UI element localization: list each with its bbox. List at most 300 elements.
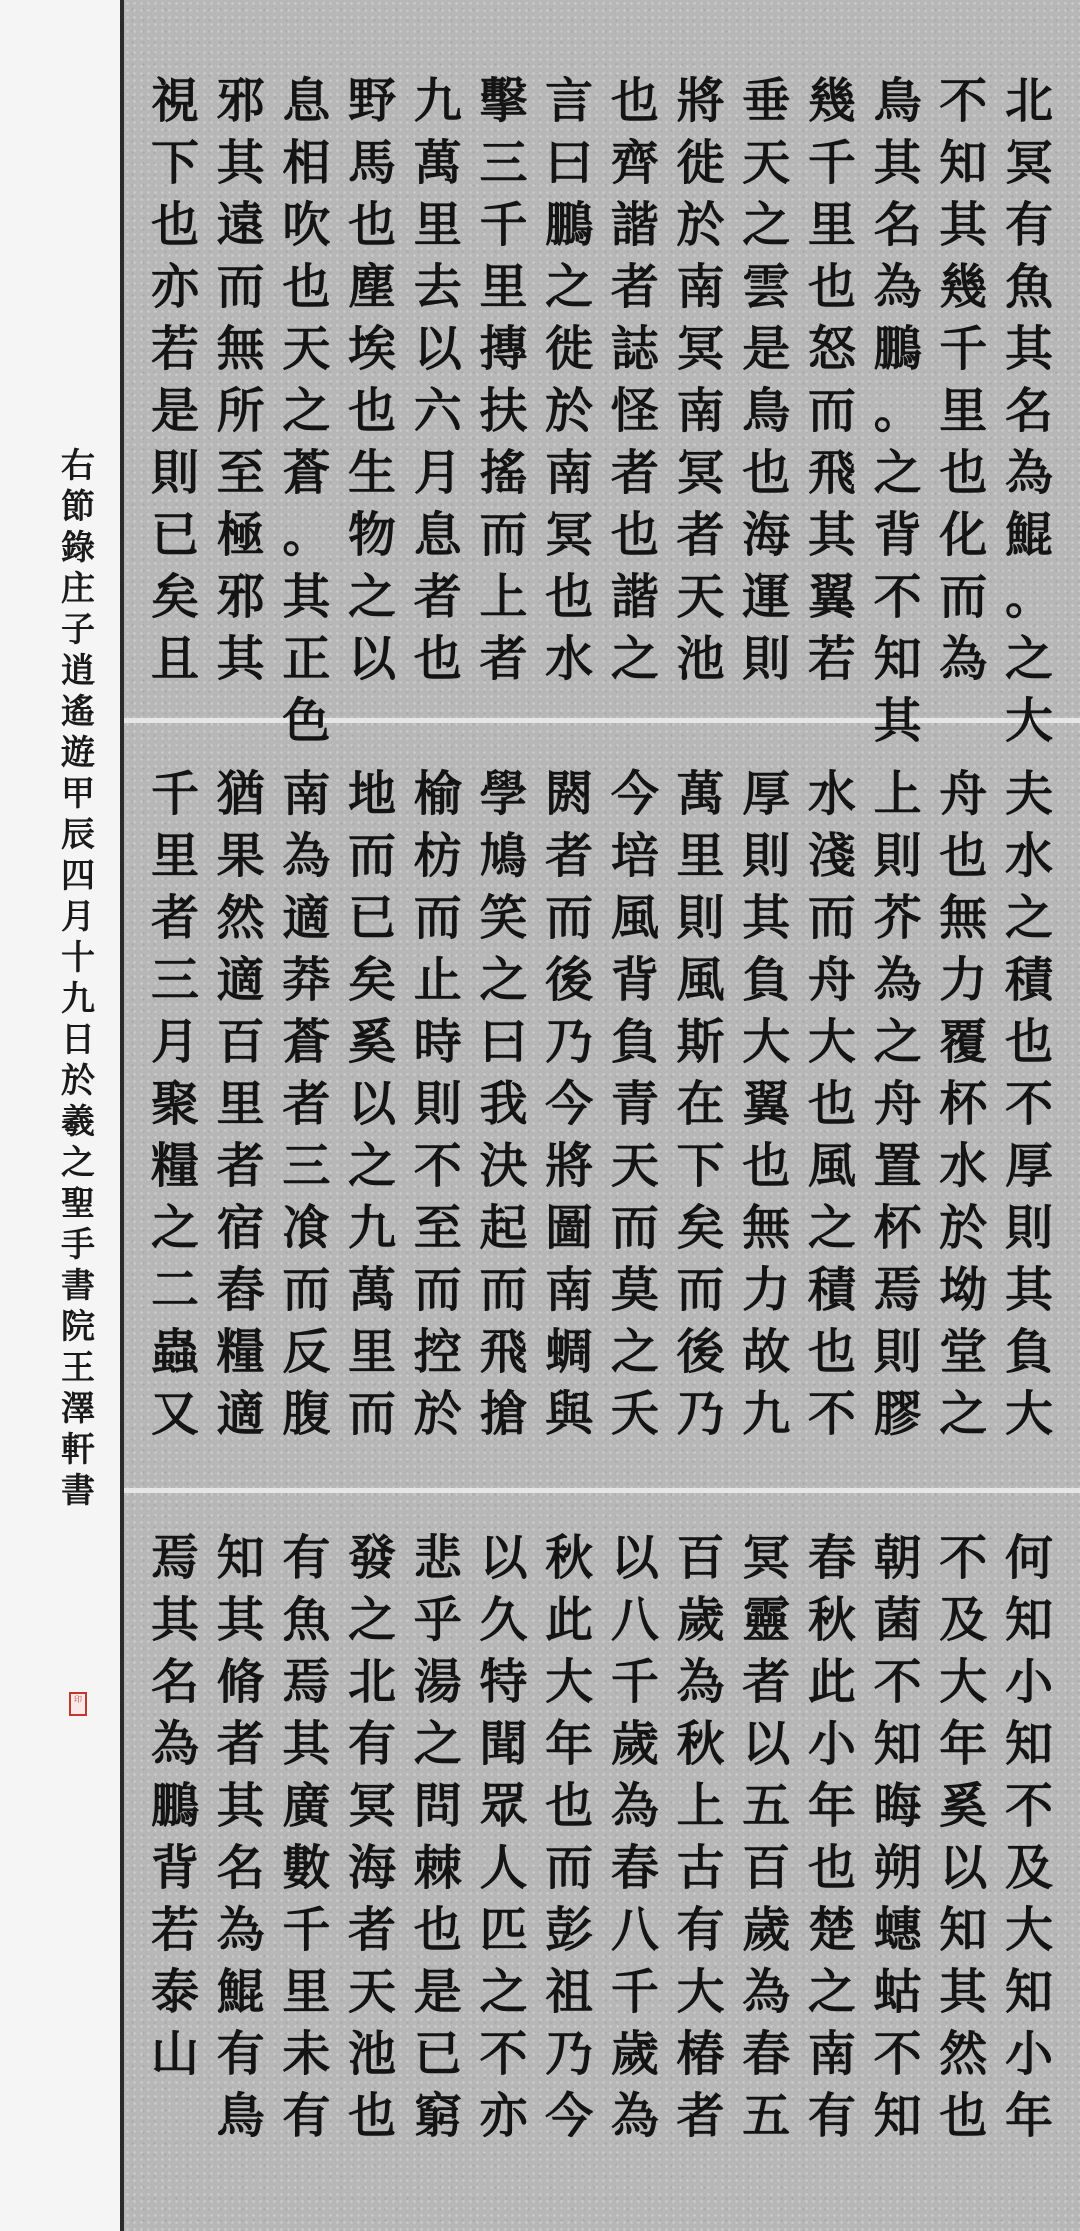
glyph: 也 (807, 1076, 856, 1132)
glyph: 之 (873, 1014, 922, 1070)
glyph: 適 (216, 952, 265, 1008)
glyph: 之 (413, 1716, 462, 1772)
glyph: 小 (807, 1716, 856, 1772)
glyph: 聚 (150, 1076, 199, 1132)
glyph: 不 (873, 2026, 922, 2082)
glyph: 我 (479, 1076, 528, 1132)
glyph: 也 (545, 569, 594, 625)
glyph: 其 (216, 631, 265, 687)
glyph: 歲 (742, 1902, 791, 1958)
red-seal-stamp: 印 (69, 1692, 87, 1716)
colophon-glyph: 九 (61, 978, 95, 1019)
glyph: 也 (939, 445, 988, 501)
glyph: 天 (676, 569, 725, 625)
glyph: 數 (282, 1840, 331, 1896)
glyph: 知 (216, 1530, 265, 1586)
glyph: 矣 (348, 952, 397, 1008)
glyph: 舟 (807, 952, 856, 1008)
glyph: 上 (873, 766, 922, 822)
glyph: 水 (545, 631, 594, 687)
glyph: 而 (282, 1262, 331, 1318)
glyph: 不 (1004, 1076, 1053, 1132)
glyph: 控 (413, 1324, 462, 1380)
glyph: 今 (545, 1076, 594, 1132)
glyph: 特 (479, 1654, 528, 1710)
glyph: 以 (348, 1076, 397, 1132)
glyph: 圖 (545, 1200, 594, 1256)
glyph: 知 (873, 631, 922, 687)
glyph: 亦 (150, 259, 199, 315)
glyph: 邪 (216, 569, 265, 625)
glyph: 翼 (742, 1076, 791, 1132)
glyph: 蟪 (873, 1902, 922, 1958)
glyph: 者 (742, 1654, 791, 1710)
glyph: 曰 (545, 135, 594, 191)
colophon-glyph: 辰 (61, 814, 95, 855)
glyph: 也 (939, 2088, 988, 2144)
glyph: 止 (413, 952, 462, 1008)
glyph: 若 (150, 321, 199, 377)
glyph: 莫 (610, 1262, 659, 1318)
text-column (666, 70, 736, 690)
glyph: 之 (545, 259, 594, 315)
glyph: 已 (348, 890, 397, 946)
glyph: 蒼 (282, 445, 331, 501)
glyph: 其 (807, 507, 856, 563)
glyph: 大 (1004, 1902, 1053, 1958)
glyph: 後 (545, 952, 594, 1008)
glyph: 秋 (676, 1716, 725, 1772)
text-column (271, 70, 341, 752)
glyph: 徙 (676, 135, 725, 191)
glyph: 人 (479, 1840, 528, 1896)
glyph: 而 (807, 383, 856, 439)
glyph: 不 (939, 1530, 988, 1586)
glyph: 故 (742, 1324, 791, 1380)
glyph: 杯 (939, 1076, 988, 1132)
text-column (140, 1527, 210, 2085)
glyph: 者 (545, 828, 594, 884)
glyph: 月 (150, 1014, 199, 1070)
glyph: 以 (348, 631, 397, 687)
glyph: 膠 (873, 1386, 922, 1442)
glyph: 有 (807, 2088, 856, 2144)
glyph: 千 (282, 1902, 331, 1958)
glyph: 南 (676, 259, 725, 315)
glyph: 已 (150, 507, 199, 563)
glyph: 知 (873, 1716, 922, 1772)
glyph: 月 (413, 445, 462, 501)
glyph: 萬 (348, 1262, 397, 1318)
colophon-glyph: 聖 (61, 1183, 95, 1224)
glyph: 鳥 (873, 73, 922, 129)
glyph: 而 (348, 1386, 397, 1442)
glyph: 於 (939, 1200, 988, 1256)
glyph: 宿 (216, 1200, 265, 1256)
glyph: 千 (939, 321, 988, 377)
text-column (928, 70, 998, 690)
glyph: 培 (610, 828, 659, 884)
glyph: 知 (1004, 1964, 1053, 2020)
glyph: 。 (873, 383, 922, 439)
glyph: 名 (150, 1654, 199, 1710)
glyph: 二 (150, 1262, 199, 1318)
glyph: 而 (348, 828, 397, 884)
glyph: 風 (676, 952, 725, 1008)
glyph: 不 (479, 2026, 528, 2082)
glyph: 也 (348, 197, 397, 253)
glyph: 里 (348, 1324, 397, 1380)
text-column (928, 763, 998, 1445)
glyph: 生 (348, 445, 397, 501)
glyph: 無 (216, 321, 265, 377)
glyph: 千 (479, 197, 528, 253)
glyph: 有 (282, 2088, 331, 2144)
text-column (206, 70, 276, 690)
glyph: 相 (282, 135, 331, 191)
glyph: 朝 (873, 1530, 922, 1586)
glyph: 靈 (742, 1592, 791, 1648)
colophon-glyph: 庄 (61, 568, 95, 609)
glyph: 曰 (479, 1014, 528, 1070)
glyph: 九 (413, 73, 462, 129)
glyph: 青 (610, 1076, 659, 1132)
glyph: 齊 (610, 135, 659, 191)
glyph: 南 (545, 445, 594, 501)
glyph: 其 (873, 693, 922, 749)
glyph: 水 (939, 1138, 988, 1194)
text-column (666, 1527, 736, 2147)
glyph: 視 (150, 73, 199, 129)
glyph: 芥 (873, 890, 922, 946)
glyph: 晦 (873, 1778, 922, 1834)
glyph: 六 (413, 383, 462, 439)
glyph: 不 (807, 1386, 856, 1442)
text-column (928, 1527, 998, 2147)
colophon-glyph: 遊 (61, 732, 95, 773)
glyph: 鯤 (216, 1964, 265, 2020)
glyph: 其 (216, 1778, 265, 1834)
glyph: 三 (150, 952, 199, 1008)
text-column (731, 70, 801, 690)
glyph: 北 (1004, 73, 1053, 129)
glyph: 之 (873, 445, 922, 501)
glyph: 年 (545, 1716, 594, 1772)
text-column (600, 70, 670, 690)
glyph: 今 (545, 2088, 594, 2144)
glyph: 雲 (742, 259, 791, 315)
colophon-glyph: 錄 (61, 527, 95, 568)
glyph: 邪 (216, 73, 265, 129)
glyph: 也 (807, 259, 856, 315)
text-column (271, 1527, 341, 2147)
glyph: 而 (413, 890, 462, 946)
glyph: 其 (150, 1592, 199, 1648)
glyph: 。 (1004, 569, 1053, 625)
colophon-glyph: 日 (61, 1019, 95, 1060)
colophon-glyph: 於 (61, 1060, 95, 1101)
glyph: 積 (807, 1262, 856, 1318)
glyph: 冥 (1004, 135, 1053, 191)
glyph: 也 (413, 1902, 462, 1958)
glyph: 矣 (150, 569, 199, 625)
glyph: 知 (939, 1902, 988, 1958)
colophon-glyph: 遙 (61, 691, 95, 732)
glyph: 不 (413, 1138, 462, 1194)
glyph: 上 (676, 1778, 725, 1834)
glyph: 矣 (676, 1200, 725, 1256)
glyph: 色 (282, 693, 331, 749)
glyph: 飛 (479, 1324, 528, 1380)
glyph: 蜩 (545, 1324, 594, 1380)
glyph: 所 (216, 383, 265, 439)
glyph: 也 (545, 1778, 594, 1834)
glyph: 有 (348, 1716, 397, 1772)
glyph: 之 (610, 631, 659, 687)
glyph: 今 (610, 766, 659, 822)
glyph: 冥 (676, 445, 725, 501)
glyph: 之 (479, 1964, 528, 2020)
text-column (140, 763, 210, 1445)
glyph: 此 (545, 1592, 594, 1648)
glyph: 大 (807, 1014, 856, 1070)
glyph: 鵬 (150, 1778, 199, 1834)
glyph: 池 (348, 2026, 397, 2082)
panel-divider (124, 1488, 1080, 1493)
glyph: 風 (610, 890, 659, 946)
glyph: 為 (610, 1778, 659, 1834)
glyph: 其 (1004, 321, 1053, 377)
glyph: 覆 (939, 1014, 988, 1070)
glyph: 斯 (676, 1014, 725, 1070)
glyph: 擊 (479, 73, 528, 129)
glyph: 冥 (676, 321, 725, 377)
glyph: 摶 (479, 321, 528, 377)
glyph: 然 (939, 2026, 988, 2082)
text-column (797, 763, 867, 1445)
glyph: 乎 (413, 1592, 462, 1648)
glyph: 將 (545, 1138, 594, 1194)
glyph: 為 (873, 259, 922, 315)
glyph: 北 (348, 1654, 397, 1710)
glyph: 去 (413, 259, 462, 315)
glyph: 而 (545, 890, 594, 946)
glyph: 也 (610, 507, 659, 563)
text-column (403, 70, 473, 690)
glyph: 無 (742, 1200, 791, 1256)
glyph: 里 (939, 383, 988, 439)
glyph: 八 (610, 1902, 659, 1958)
colophon-glyph: 軒 (61, 1429, 95, 1470)
glyph: 南 (676, 383, 725, 439)
glyph: 者 (348, 1902, 397, 1958)
glyph: 搖 (479, 445, 528, 501)
glyph: 有 (676, 1902, 725, 1958)
text-column (994, 1527, 1064, 2147)
glyph: 南 (282, 766, 331, 822)
glyph: 泰 (150, 1964, 199, 2020)
glyph: 之 (282, 383, 331, 439)
text-column (863, 763, 933, 1445)
glyph: 名 (1004, 383, 1053, 439)
glyph: 至 (413, 1200, 462, 1256)
glyph: 者 (282, 1076, 331, 1132)
glyph: 之 (939, 1386, 988, 1442)
glyph: 鳥 (216, 2088, 265, 2144)
glyph: 此 (807, 1654, 856, 1710)
glyph: 而 (216, 259, 265, 315)
glyph: 負 (742, 952, 791, 1008)
glyph: 猶 (216, 766, 265, 822)
glyph: 言 (545, 73, 594, 129)
colophon-glyph: 王 (61, 1347, 95, 1388)
glyph: 怪 (610, 383, 659, 439)
glyph: 彭 (545, 1902, 594, 1958)
glyph: 風 (807, 1138, 856, 1194)
glyph: 已 (413, 2026, 462, 2082)
glyph: 為 (1004, 445, 1053, 501)
glyph: 下 (150, 135, 199, 191)
glyph: 其 (1004, 1262, 1053, 1318)
glyph: 春 (610, 1840, 659, 1896)
text-column (468, 70, 538, 690)
glyph: 不 (873, 569, 922, 625)
glyph: 誌 (610, 321, 659, 377)
glyph: 發 (348, 1530, 397, 1586)
glyph: 乃 (545, 2026, 594, 2082)
glyph: 匹 (479, 1902, 528, 1958)
glyph: 為 (939, 631, 988, 687)
glyph: 窮 (413, 2088, 462, 2144)
text-column (863, 70, 933, 752)
glyph: 年 (939, 1716, 988, 1772)
glyph: 為 (610, 2088, 659, 2144)
glyph: 小 (1004, 2026, 1053, 2082)
glyph: 廣 (282, 1778, 331, 1834)
glyph: 幾 (807, 73, 856, 129)
glyph: 天 (348, 1964, 397, 2020)
glyph: 大 (676, 1964, 725, 2020)
glyph: 水 (807, 766, 856, 822)
glyph: 聞 (479, 1716, 528, 1772)
glyph: 為 (216, 1902, 265, 1958)
glyph: 焉 (282, 1654, 331, 1710)
glyph: 鳥 (742, 383, 791, 439)
text-column (271, 763, 341, 1445)
glyph: 蒼 (282, 1014, 331, 1070)
glyph: 扶 (479, 383, 528, 439)
glyph: 大 (939, 1654, 988, 1710)
glyph: 以 (610, 1530, 659, 1586)
glyph: 有 (216, 2026, 265, 2082)
glyph: 也 (150, 197, 199, 253)
glyph: 其 (873, 135, 922, 191)
glyph: 夫 (1004, 766, 1053, 822)
glyph: 則 (742, 631, 791, 687)
glyph: 其 (742, 890, 791, 946)
glyph: 及 (1004, 1840, 1053, 1896)
glyph: 八 (610, 1592, 659, 1648)
glyph: 未 (282, 2026, 331, 2082)
glyph: 馬 (348, 135, 397, 191)
colophon-glyph: 月 (61, 896, 95, 937)
glyph: 野 (348, 73, 397, 129)
glyph: 之 (348, 569, 397, 625)
glyph: 椿 (676, 2026, 725, 2082)
glyph: 鳩 (479, 828, 528, 884)
glyph: 之 (742, 197, 791, 253)
text-column (403, 763, 473, 1445)
glyph: 以 (413, 321, 462, 377)
glyph: 歲 (676, 1592, 725, 1648)
glyph: 者 (676, 2088, 725, 2144)
glyph: 夭 (610, 1386, 659, 1442)
glyph: 鯤 (1004, 507, 1053, 563)
glyph: 適 (216, 1386, 265, 1442)
glyph: 以 (742, 1716, 791, 1772)
glyph: 化 (939, 507, 988, 563)
glyph: 運 (742, 569, 791, 625)
text-column (337, 763, 407, 1445)
glyph: 者 (610, 259, 659, 315)
glyph: 里 (807, 197, 856, 253)
glyph: 淺 (807, 828, 856, 884)
glyph: 脩 (216, 1654, 265, 1710)
glyph: 杯 (873, 1200, 922, 1256)
glyph: 里 (479, 259, 528, 315)
colophon-glyph: 之 (61, 1142, 95, 1183)
glyph: 又 (150, 1386, 199, 1442)
glyph: 及 (939, 1592, 988, 1648)
glyph: 南 (807, 2026, 856, 2082)
glyph: 學 (479, 766, 528, 822)
glyph: 棘 (413, 1840, 462, 1896)
glyph: 飡 (282, 1200, 331, 1256)
glyph: 飛 (807, 445, 856, 501)
glyph: 其 (939, 1964, 988, 2020)
glyph: 積 (1004, 952, 1053, 1008)
text-column (797, 70, 867, 690)
glyph: 者 (413, 569, 462, 625)
glyph: 者 (610, 445, 659, 501)
glyph: 歲 (610, 1716, 659, 1772)
glyph: 正 (282, 631, 331, 687)
glyph: 諧 (610, 569, 659, 625)
glyph: 腹 (282, 1386, 331, 1442)
glyph: 上 (479, 569, 528, 625)
glyph: 冥 (348, 1778, 397, 1834)
glyph: 坳 (939, 1262, 988, 1318)
text-column (863, 1527, 933, 2147)
glyph: 千 (610, 1654, 659, 1710)
glyph: 知 (939, 135, 988, 191)
glyph: 而 (610, 1200, 659, 1256)
glyph: 百 (216, 1014, 265, 1070)
glyph: 秋 (545, 1530, 594, 1586)
glyph: 亦 (479, 2088, 528, 2144)
glyph: 問 (413, 1778, 462, 1834)
glyph: 南 (545, 1262, 594, 1318)
glyph: 春 (742, 2026, 791, 2082)
glyph: 也 (939, 828, 988, 884)
glyph: 之 (1004, 890, 1053, 946)
glyph: 背 (150, 1840, 199, 1896)
glyph: 者 (216, 1716, 265, 1772)
glyph: 息 (413, 507, 462, 563)
glyph: 年 (807, 1778, 856, 1834)
glyph: 息 (282, 73, 331, 129)
glyph: 糧 (216, 1324, 265, 1380)
